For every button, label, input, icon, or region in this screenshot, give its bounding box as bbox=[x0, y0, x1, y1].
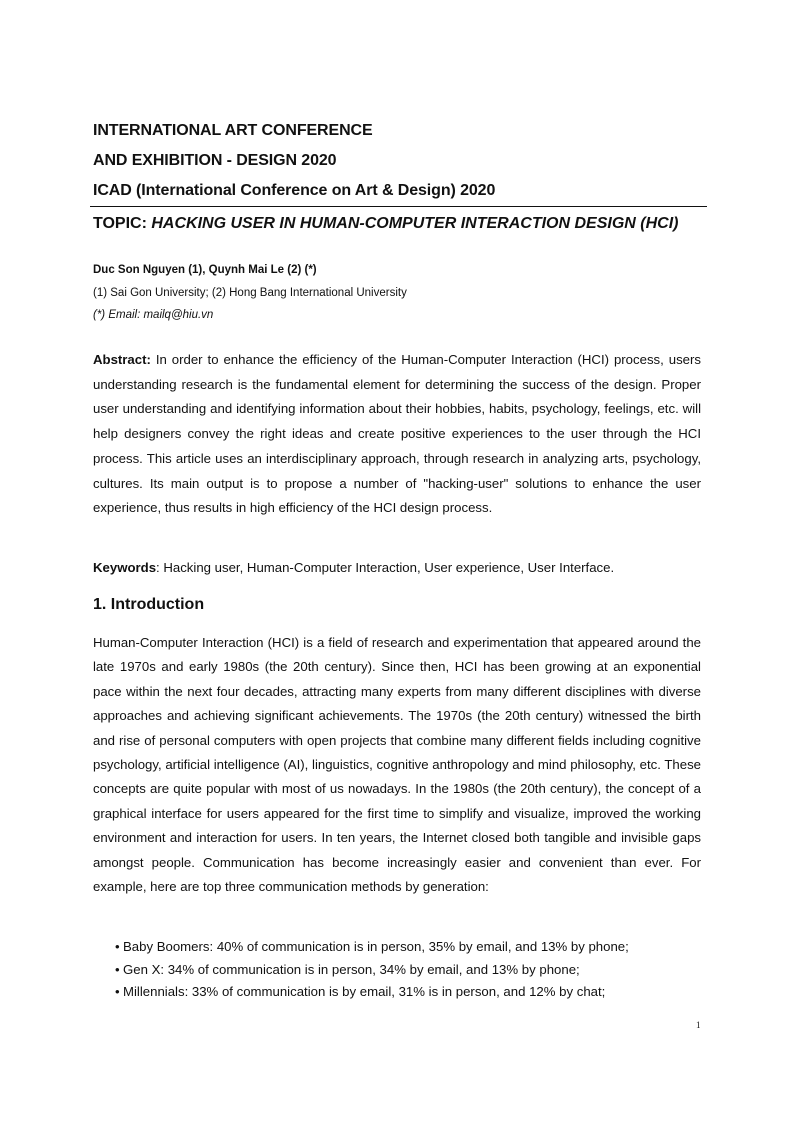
header-divider bbox=[90, 206, 707, 207]
topic-title: HACKING USER IN HUMAN-COMPUTER INTERACTION DESIGN (HCI) bbox=[151, 215, 679, 232]
bullet-list bbox=[115, 936, 705, 1004]
section-heading: 1. Introduction bbox=[93, 596, 205, 613]
conference-title-line-2: AND EXHIBITION - DESIGN 2020 bbox=[93, 152, 337, 169]
abstract-label: Abstract: bbox=[93, 352, 151, 367]
keywords-text: : Hacking user, Human-Computer Interaction, User experience, User Interface. bbox=[156, 560, 615, 575]
bullet-icon: • bbox=[115, 984, 120, 1000]
contact-email: (*) Email: mailq@hiu.vn bbox=[93, 309, 214, 321]
paper-title bbox=[93, 214, 701, 234]
introduction-paragraph: Human-Computer Interaction (HCI) is a field of research and experimentation that appeared around the late 1970s and early 1980s (the 20th century). Since then, HCI has been growing at an exponential pace within the next four decades, attracting many experts from many different disciplines with diverse approaches and achieving significant achievements. The 1970s (the 20th century) witnessed the birth and rise of personal computers with open projects that combine many different fields including cognitive psychology, artificial intelligence (AI), linguistics, cognitive anthropology and mind philosophy, etc. These concepts are quite popular with most of us nowadays. In the 1980s (the 20th century), the concept of a graphical interface for users appeared for the first time to simplify and visualize, improved the working environment and interaction for users. In ten years, the Internet closed both tangible and invisible gaps amongst people. Communication has become increasingly easier and convenient than ever. For example, here are top three communication methods by generation: bbox=[93, 635, 701, 895]
list-item: • Millennials: 33% of communication is by email, 31% is in person, and 12% by chat; bbox=[115, 981, 705, 1004]
bullet-icon: • bbox=[115, 939, 120, 954]
keywords-label: Keywords bbox=[93, 560, 157, 575]
page-number: 1 bbox=[696, 1020, 701, 1030]
keywords bbox=[93, 558, 701, 578]
conference-title-line-3: ICAD (International Conference on Art & Design) 2020 bbox=[93, 182, 496, 199]
list-item: • Baby Boomers: 40% of communication is in person, 35% by email, and 13% by phone; bbox=[115, 936, 705, 959]
authors: Duc Son Nguyen (1), Quynh Mai Le (2) (*) bbox=[93, 264, 317, 276]
affiliations: (1) Sai Gon University; (2) Hong Bang International University bbox=[93, 287, 407, 299]
topic-label: TOPIC: bbox=[93, 215, 152, 232]
abstract-text: In order to enhance the efficiency of the Human-Computer Interaction (HCI) process, users understanding research is the fundamental element for determining the success of the design. Proper user understanding and identifying information about their hobbies, habits, psychology, feelings, etc. will help designers convey the right ideas and create positive experiences to the user through the HCI process. This article uses an interdisciplinary approach, through research in analyzing arts, psychology, cultures. Its main output is to propose a number of "hacking-user" solutions to enhance the user experience, thus results in high efficiency of the HCI design process. bbox=[93, 352, 701, 516]
conference-title-line-1: INTERNATIONAL ART CONFERENCE bbox=[93, 122, 373, 139]
bullet-icon: • bbox=[115, 961, 120, 977]
abstract bbox=[93, 348, 701, 521]
list-item: • Gen X: 34% of communication is in person, 34% by email, and 13% by phone; bbox=[115, 959, 705, 982]
